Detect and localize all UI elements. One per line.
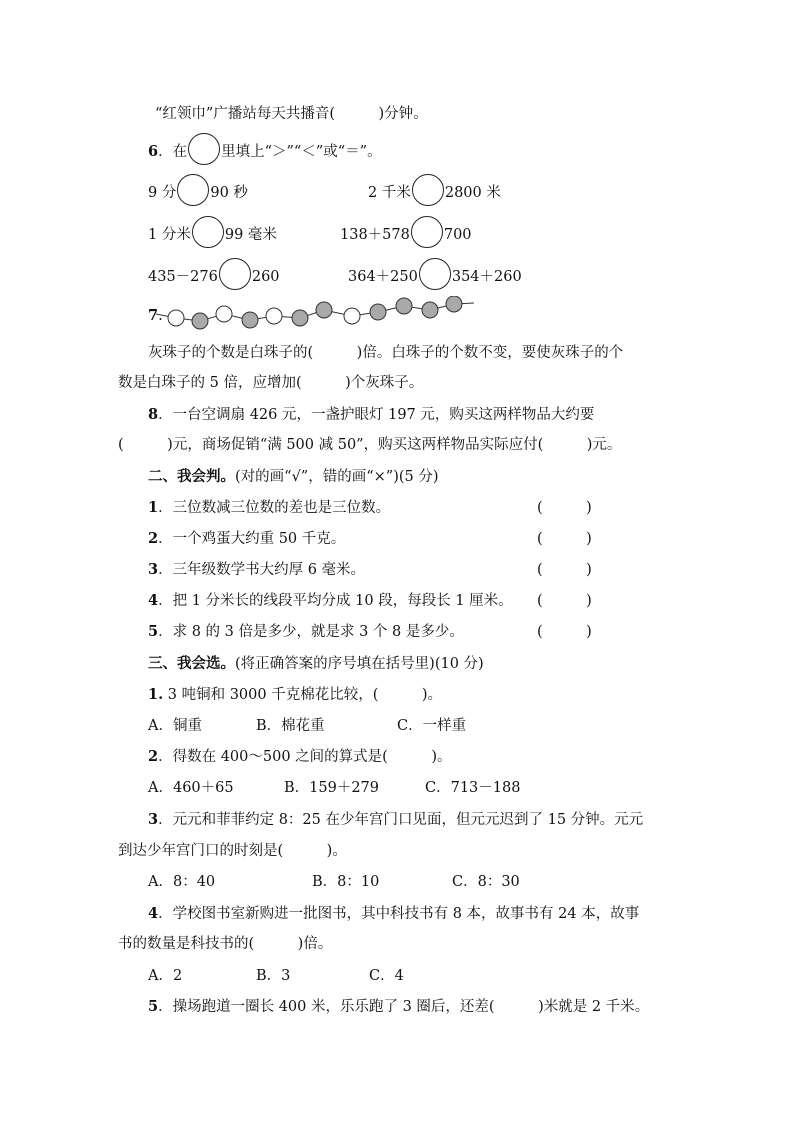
judge-paren-2[interactable]: ( )	[537, 531, 592, 547]
item-number: 5	[148, 623, 159, 640]
option-c[interactable]: C．713－188	[425, 780, 521, 796]
white-bead	[266, 308, 282, 324]
answer-circle[interactable]	[412, 174, 444, 206]
answer-circle[interactable]	[411, 216, 443, 248]
judge-paren-1[interactable]: ( )	[537, 500, 592, 516]
answer-circle[interactable]	[419, 258, 451, 290]
item-text: ．一个鸡蛋大约重 50 千克。	[158, 531, 346, 547]
option-a[interactable]: A．460＋65	[148, 780, 234, 796]
q-text: ．得数在 400～500 之间的算式是( )。	[158, 749, 452, 765]
item-text: ．把 1 分米长的线段平均分成 10 段，每段长 1 厘米。	[158, 593, 513, 609]
judge-paren-4[interactable]: ( )	[537, 593, 592, 609]
q6-number: 6	[148, 143, 159, 160]
q6-row-2-left	[148, 222, 277, 248]
q8-line1	[148, 405, 594, 425]
item-text: ．三位数减三位数的差也是三位数。	[158, 500, 391, 516]
option-a[interactable]: A．8：40	[148, 874, 216, 890]
answer-circle[interactable]	[219, 258, 251, 290]
q8-number: 8	[148, 406, 159, 423]
q6-expr: 2800 米	[444, 185, 501, 201]
judge-item-1	[148, 498, 390, 518]
gray-bead	[370, 304, 386, 320]
q7-dot: .	[158, 308, 163, 324]
gray-bead	[292, 310, 308, 326]
q-number: 2	[148, 748, 159, 765]
q8-line2: ( )元，商场促销“满 500 减 50”，购买这两样物品实际应付( )元。	[118, 437, 622, 453]
gray-bead	[242, 312, 258, 328]
q6-row-1-left	[148, 180, 248, 206]
q6-expr: 99 毫米	[224, 227, 277, 243]
item-number: 4	[148, 592, 159, 609]
judge-item-5	[148, 622, 464, 642]
option-b[interactable]: B．159＋279	[284, 780, 380, 796]
judge-item-2	[148, 529, 345, 549]
option-a[interactable]: A．2	[148, 968, 183, 984]
q6-expr: 354＋260	[451, 269, 522, 285]
q-text: ．学校图书室新购进一批图书，其中科技书有 8 本，故事书有 24 本，故事	[158, 906, 640, 922]
gray-bead	[422, 302, 438, 318]
q6-suffix: 里填上“＞”“＜”或“＝”。	[221, 144, 382, 160]
section3-title: 三、我会选。	[148, 655, 235, 672]
section2-title: 二、我会判。	[148, 468, 235, 485]
q-number: 4	[148, 905, 159, 922]
q6-expr: 1 分米	[148, 227, 191, 243]
q6-expr: 2 千米	[368, 185, 411, 201]
q6-row-3-right	[348, 264, 522, 290]
judge-item-3	[148, 560, 365, 580]
answer-circle[interactable]	[177, 174, 209, 206]
choice-q4-line1	[148, 904, 639, 924]
item-number: 1	[148, 499, 159, 516]
judge-paren-3[interactable]: ( )	[537, 562, 592, 578]
option-a[interactable]: A．铜重	[148, 718, 202, 734]
choice-q3-line2: 到达少年宫门口的时刻是( )。	[118, 843, 347, 859]
gray-bead	[396, 298, 412, 314]
q6-expr: 138＋578	[340, 227, 410, 243]
q6-expr: 9 分	[148, 185, 177, 201]
q5-tail: “红领巾”广播站每天共播音( )分钟。	[155, 106, 428, 122]
section2-heading	[148, 467, 439, 487]
q7-text-line2: 数是白珠子的 5 倍，应增加( )个灰珠子。	[118, 375, 424, 391]
option-b[interactable]: B．棉花重	[256, 718, 325, 734]
answer-circle[interactable]	[192, 216, 224, 248]
q6-row-3-left	[148, 264, 280, 290]
q-number: 5	[148, 998, 159, 1015]
q7-number: 7	[148, 307, 159, 324]
choice-q2	[148, 747, 451, 767]
gray-bead	[192, 313, 208, 329]
white-bead	[216, 306, 232, 322]
section2-note: (对的画“√”，错的画“×”)(5 分)	[235, 469, 439, 485]
option-c[interactable]: C．4	[369, 968, 404, 984]
white-bead	[168, 310, 184, 326]
q7-text-line1: 灰珠子的个数是白珠子的( )倍。白珠子的个数不变，要使灰珠子的个	[148, 345, 624, 361]
q-text: ．操场跑道一圈长 400 米，乐乐跑了 3 圈后，还差( )米就是 2 千米。	[158, 999, 650, 1015]
item-text: ．求 8 的 3 倍是多少，就是求 3 个 8 是多少。	[158, 624, 464, 640]
section3-note: (将正确答案的序号填在括号里)(10 分)	[235, 656, 484, 672]
q6-row-1-right	[368, 180, 501, 206]
answer-circle[interactable]	[188, 133, 220, 165]
item-number: 2	[148, 530, 159, 547]
choice-q1	[148, 685, 442, 705]
option-b[interactable]: B．8：10	[312, 874, 380, 890]
q6-expr: 260	[251, 269, 280, 285]
judge-paren-5[interactable]: ( )	[537, 624, 592, 640]
q6-expr: 90 秒	[210, 185, 248, 201]
item-number: 3	[148, 561, 159, 578]
q-number: 1.	[148, 686, 164, 703]
q6-expr: 364＋250	[348, 269, 418, 285]
option-c[interactable]: C．一样重	[397, 718, 467, 734]
q6-prefix: ．在	[158, 144, 188, 160]
option-b[interactable]: B．3	[256, 968, 291, 984]
white-bead	[344, 308, 360, 324]
q-text: 3 吨铜和 3000 千克棉花比较，( )。	[163, 687, 443, 703]
gray-bead	[446, 296, 462, 312]
choice-q3-line1	[148, 810, 643, 830]
q6-prompt	[148, 139, 382, 165]
option-c[interactable]: C．8：30	[452, 874, 520, 890]
section3-heading	[148, 654, 484, 674]
choice-q4-line2: 书的数量是科技书的( )倍。	[118, 936, 333, 952]
item-text: ．三年级数学书大约厚 6 毫米。	[158, 562, 366, 578]
bead-string-figure	[148, 296, 478, 336]
q-number: 3	[148, 811, 159, 828]
gray-bead	[316, 302, 332, 318]
q6-expr: 435－276	[148, 269, 218, 285]
q6-row-2-right	[340, 222, 472, 248]
judge-item-4	[148, 591, 513, 611]
q8-text: ．一台空调扇 426 元，一盏护眼灯 197 元，购买这两样物品大约要	[158, 407, 595, 423]
q6-expr: 700	[443, 227, 472, 243]
choice-q5	[148, 997, 649, 1017]
q-text: ．元元和菲菲约定 8：25 在少年宫门口见面，但元元迟到了 15 分钟。元元	[158, 812, 644, 828]
